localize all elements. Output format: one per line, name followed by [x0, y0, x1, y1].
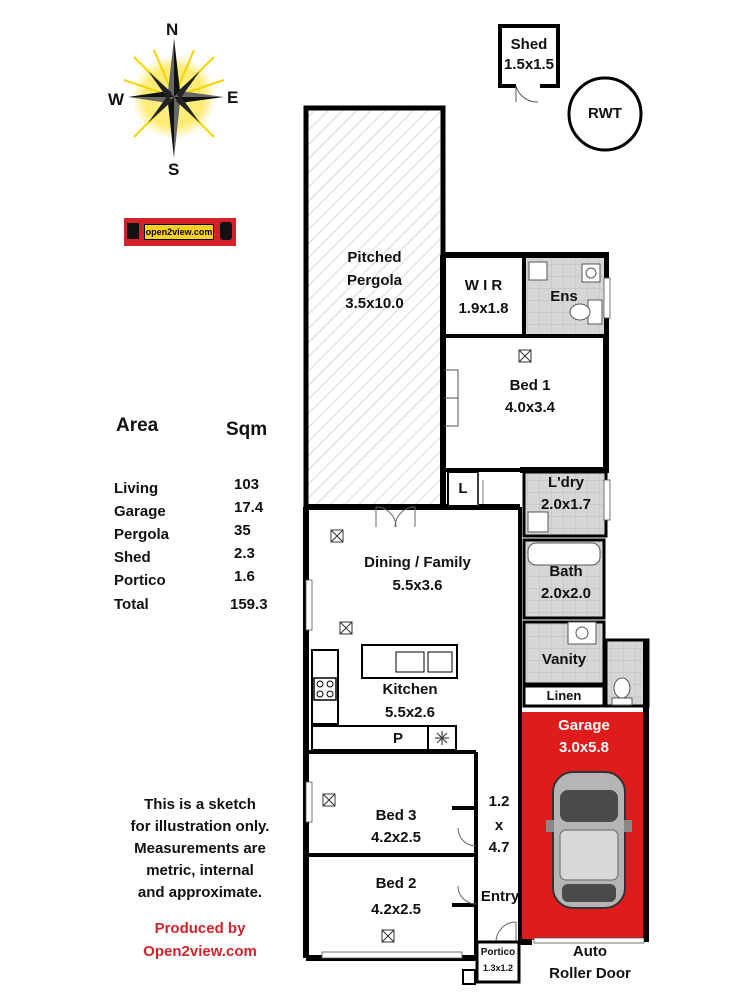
garage-label: Garage [558, 717, 610, 734]
rwt-label: RWT [588, 105, 622, 122]
area-row-value: 103 [234, 476, 260, 493]
open2view-logo [124, 218, 236, 246]
area-row-value: 35 [234, 522, 251, 539]
car-icon [546, 772, 632, 908]
compass-rose [124, 38, 224, 158]
shed-size: 1.5x1.5 [503, 56, 555, 73]
hall-dim-line1: 1.2 [488, 793, 510, 810]
area-row-value: 1.6 [234, 568, 255, 585]
area-header: Area [116, 415, 159, 436]
garage-size: 3.0x5.8 [558, 739, 610, 756]
area-row-value: 2.3 [234, 545, 255, 562]
area-row-label: Shed [114, 549, 151, 566]
logo-text: open2view.com [144, 224, 214, 240]
wir-size: 1.9x1.8 [458, 300, 509, 317]
bed3-size: 4.2x2.5 [370, 829, 422, 846]
area-row-label: Portico [114, 572, 166, 589]
roller-door-label-line1: Auto [572, 943, 608, 960]
pergola-label-line2: Pergola [346, 272, 403, 289]
bath-label: Bath [549, 563, 583, 580]
compass-south: S [168, 160, 180, 179]
hall-dim-line2: x [494, 817, 504, 834]
area-row-value: 159.3 [230, 596, 268, 613]
shed-label: Shed [510, 36, 548, 53]
sqm-header: Sqm [226, 419, 268, 440]
area-row-label: Total [114, 596, 149, 613]
bath-size: 2.0x2.0 [540, 585, 592, 602]
pergola-label-line1: Pitched [347, 249, 402, 266]
area-row-value: 17.4 [234, 499, 264, 516]
wir-label: W I R [464, 277, 503, 294]
disclaimer-line: and approximate. [137, 884, 263, 901]
pergola-size: 3.5x10.0 [345, 295, 404, 312]
portico-label: Portico [480, 947, 516, 958]
credit-line1: Produced by [154, 920, 246, 937]
kitchen-label: Kitchen [382, 681, 438, 698]
area-row-label: Living [114, 480, 159, 497]
bed1-label: Bed 1 [509, 377, 551, 394]
credit-line2: Open2view.com [143, 943, 257, 960]
compass-west: W [108, 90, 125, 109]
vanity-label: Vanity [541, 651, 587, 668]
area-row-label: Pergola [114, 526, 170, 543]
roller-door-label-line2: Roller Door [549, 965, 631, 982]
dining-label: Dining / Family [364, 554, 471, 571]
producer-credit [110, 917, 290, 963]
disclaimer-line: This is a sketch [144, 796, 256, 813]
dining-size: 5.5x3.6 [392, 577, 443, 594]
entry-label: Entry [480, 888, 520, 905]
portico-size: 1.3x1.2 [482, 963, 514, 973]
laundry-size: 2.0x1.7 [540, 496, 592, 513]
disclaimer-line: metric, internal [146, 862, 254, 879]
linen-label: Linen [546, 688, 582, 703]
disclaimer-line: for illustration only. [130, 818, 270, 835]
disclaimer [110, 794, 290, 904]
linen-closet-label: L [458, 480, 468, 497]
disclaimer-line: Measurements are [134, 840, 266, 857]
pantry-label: P [392, 730, 403, 747]
compass-east: E [227, 88, 239, 107]
bed3-label: Bed 3 [375, 807, 417, 824]
laundry-label: L'dry [547, 474, 585, 491]
compass-north: N [166, 20, 179, 39]
bed2-size: 4.2x2.5 [370, 901, 422, 918]
ens-label: Ens [550, 288, 578, 305]
bed1-size: 4.0x3.4 [504, 399, 556, 416]
area-row-label: Garage [114, 503, 166, 520]
hall-dim-line3: 4.7 [488, 839, 510, 856]
kitchen-size: 5.5x2.6 [384, 704, 436, 721]
bed2-label: Bed 2 [375, 875, 417, 892]
